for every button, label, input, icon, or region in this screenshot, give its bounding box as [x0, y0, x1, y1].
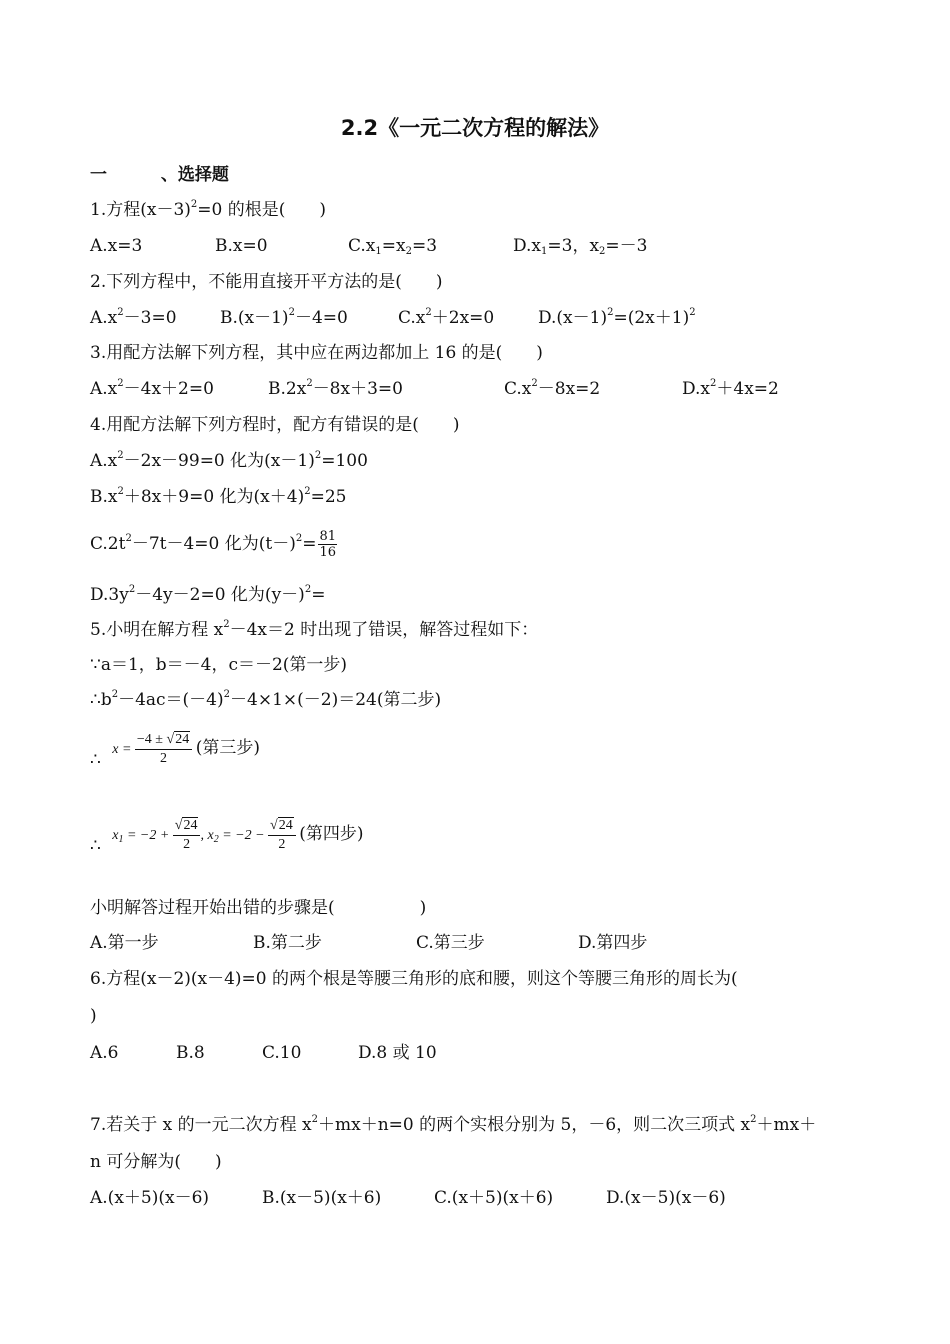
- question-4-stem: 4.用配方法解下列方程时，配方有错误的是( ): [90, 415, 460, 435]
- q5-step-2: $\therefore b^2-4ac=(-4)^2-4\times 1\times(-2)=24$(第二步): [90, 689, 442, 710]
- q1-option-a[interactable]: A.x=3: [90, 236, 143, 256]
- q2-option-b[interactable]: $B.(x-1)^2-4=0$: [220, 307, 348, 328]
- q1-option-c[interactable]: $C.x_1=x_2=3$: [348, 236, 438, 257]
- section-label: 、选择题: [160, 165, 229, 185]
- question-3-stem: 3.用配方法解下列方程，其中应在两边都加上 16 的是( ): [90, 343, 543, 363]
- q3-option-d[interactable]: $D.x^2+4x=2$: [682, 378, 779, 399]
- q7-option-a[interactable]: A.(x＋5)(x－6): [90, 1188, 210, 1208]
- question-6-stem-cont: ): [90, 1006, 97, 1026]
- q5-option-a[interactable]: A.第一步: [90, 933, 159, 953]
- q7-option-b[interactable]: B.(x－5)(x＋6): [262, 1188, 382, 1208]
- section-number: 一: [90, 165, 107, 185]
- section-heading: [90, 164, 229, 186]
- q7-option-c[interactable]: C.(x＋5)(x＋6): [434, 1188, 554, 1208]
- step3-fraction: $\frac{-4 \pm √24}{2}$: [135, 731, 192, 768]
- q6-option-b[interactable]: B.8: [176, 1043, 205, 1063]
- q1-option-d[interactable]: $D.x_1=3$，$x_2=-3$: [513, 236, 648, 257]
- q7-option-d[interactable]: D.(x－5)(x－6): [606, 1188, 726, 1208]
- page-title: 2.2《一元二次方程的解法》: [340, 116, 610, 140]
- q4-option-d[interactable]: $D.3y^2-4y-2=0$ 化为$(y-)^2=$: [90, 584, 326, 605]
- step4-fraction-1: $\frac{√24}{2}$: [173, 817, 201, 854]
- q5-step-3: ∴ x = $\frac{-4 \pm √24}{2}$ (第三步): [90, 732, 260, 770]
- q6-option-d[interactable]: D.8 或 10: [358, 1043, 437, 1063]
- q2-option-d[interactable]: $D.(x-1)^2=(2x+1)^2$: [538, 307, 696, 328]
- q3-option-b[interactable]: $B.2x^2-8x+3=0$: [268, 378, 403, 399]
- question-6-stem: 6.方程(x－2)(x－4)=0 的两个根是等腰三角形的底和腰，则这个等腰三角形的周长为(: [90, 969, 738, 989]
- q6-option-c[interactable]: C.10: [262, 1043, 302, 1063]
- q4-option-c[interactable]: $C.2t^2-7t-4=0$ 化为$(t-)^2=$ $\frac{81}{16}$: [90, 529, 337, 560]
- question-7-stem: 7.若关于 x 的一元二次方程 $x^2+mx+n=0$ 的两个实根分别为 5，－6，则二次三项式 $x^2+mx+$: [90, 1114, 817, 1135]
- q1-option-b[interactable]: B.x=0: [215, 236, 268, 256]
- q5-option-c[interactable]: C.第三步: [416, 933, 485, 953]
- q4-option-a[interactable]: $A.x^2-2x-99=0$ 化为$(x-1)^2=100$: [90, 450, 368, 471]
- q5-option-d[interactable]: D.第四步: [578, 933, 648, 953]
- q6-option-a[interactable]: A.6: [90, 1043, 119, 1063]
- q2-option-a[interactable]: $A.x^2-3=0$: [90, 307, 177, 328]
- question-2-stem: 2.下列方程中，不能用直接开平方法的是( ): [90, 272, 443, 292]
- question-1-stem: 1.方程$(x-3)^2=0$ 的根是( ): [90, 199, 326, 220]
- step4-fraction-2: $\frac{√24}{2}$: [268, 817, 296, 854]
- q3-option-a[interactable]: $A.x^2-4x+2=0$: [90, 378, 214, 399]
- q4-option-b[interactable]: $B.x^2+8x+9=0$ 化为$(x+4)^2=25$: [90, 486, 347, 507]
- q5-step-4: ∴ $x_1 = -2$ + $\frac{√24}{2}$ , $x_2 = -2$ − $\frac{√24}{2}$ (第四步): [90, 818, 364, 856]
- q5-question: 小明解答过程开始出错的步骤是( ): [90, 898, 427, 918]
- question-7-stem-cont: n 可分解为( ): [90, 1152, 222, 1172]
- q5-step-1: ∵a＝1，b＝－4，c＝－2(第一步): [90, 655, 348, 675]
- q5-option-b[interactable]: B.第二步: [253, 933, 322, 953]
- q2-option-c[interactable]: $C.x^2+2x=0$: [398, 307, 495, 328]
- q3-option-c[interactable]: $C.x^2-8x=2$: [504, 378, 601, 399]
- question-5-stem: 5.小明在解方程 $x^2-4x=2$ 时出现了错误，解答过程如下：: [90, 619, 539, 640]
- fraction: $\frac{81}{16}$: [319, 529, 337, 560]
